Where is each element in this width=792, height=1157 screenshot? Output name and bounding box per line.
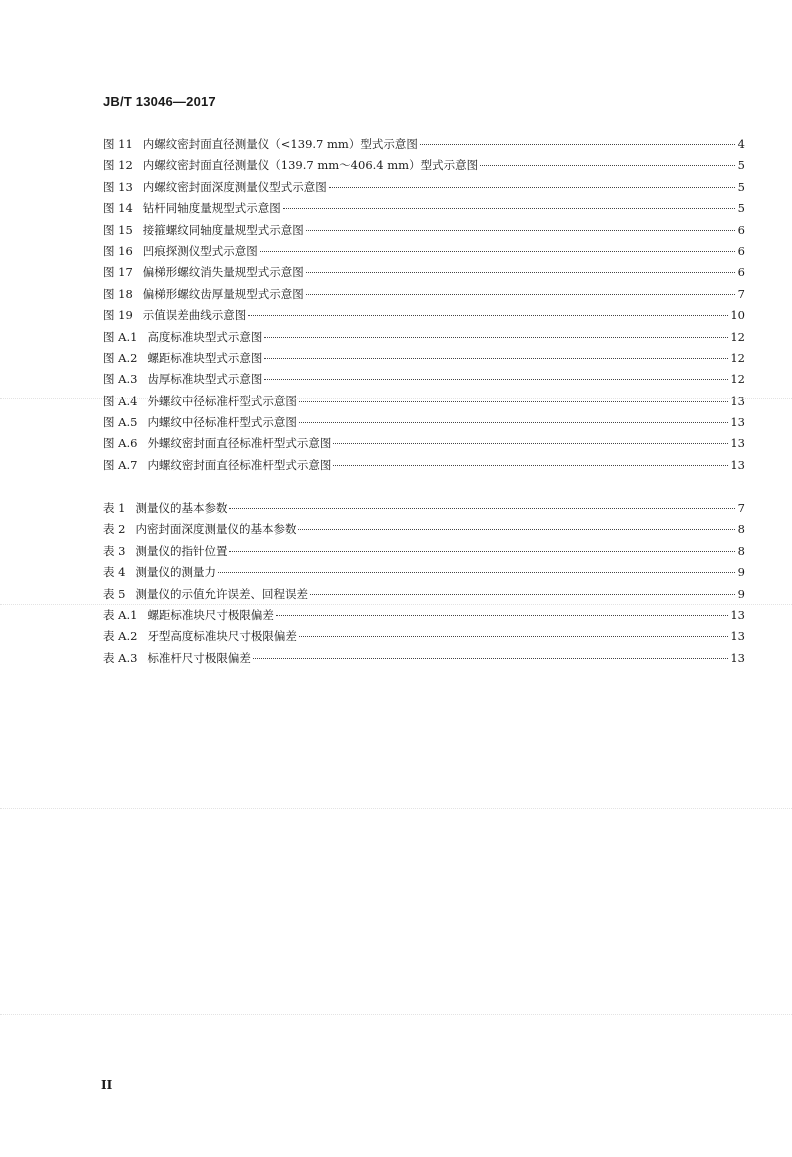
toc-entry[interactable] [103, 414, 745, 435]
dot-leader [283, 208, 735, 209]
dot-leader [306, 272, 735, 273]
scan-artifact [0, 1014, 792, 1016]
scan-artifact [0, 604, 792, 606]
entry-label: 图 17 [103, 265, 133, 280]
entry-label: 图 A.3 [103, 372, 138, 387]
entry-title: 接箍螺纹同轴度量规型式示意图 [142, 222, 304, 237]
entry-title: 偏梯形螺纹消失量规型式示意图 [142, 265, 304, 280]
entry-title: 外螺纹密封面直径标准杆型式示意图 [147, 436, 332, 451]
entry-label: 图 12 [103, 158, 133, 173]
entry-title: 钻杆同轴度量规型式示意图 [142, 201, 281, 216]
entry-page: 12 [730, 372, 745, 387]
toc-entry[interactable] [103, 543, 745, 564]
entry-label: 图 A.5 [103, 415, 138, 430]
entry-page: 6 [737, 243, 745, 258]
dot-leader [333, 465, 728, 466]
dot-leader [264, 337, 728, 338]
entry-title: 凹痕探测仪型式示意图 [142, 243, 258, 258]
dot-leader [299, 636, 728, 637]
entry-label: 表 4 [103, 565, 126, 580]
entry-label: 表 1 [103, 501, 126, 515]
dot-leader [229, 508, 735, 509]
toc-entry[interactable] [103, 628, 745, 649]
entry-label: 表 A.3 [103, 650, 138, 665]
page-number: II [101, 1078, 113, 1092]
entry-page: 12 [730, 329, 745, 344]
entry-page: 8 [737, 522, 745, 537]
entry-title: 高度标准块型式示意图 [147, 329, 263, 344]
dot-leader [298, 529, 735, 530]
standard-code-header: JB/T 13046—2017 [103, 94, 216, 109]
entry-title: 标准杆尺寸极限偏差 [147, 650, 251, 665]
table-list [103, 500, 745, 671]
entry-page: 6 [737, 265, 745, 280]
toc-entry[interactable] [103, 264, 745, 285]
entry-title: 螺距标准块型式示意图 [147, 350, 263, 365]
entry-label: 图 16 [103, 243, 133, 258]
entry-title: 内螺纹密封面直径标准杆型式示意图 [147, 457, 332, 472]
toc-entry[interactable] [103, 500, 745, 521]
toc-entry[interactable] [103, 521, 745, 542]
dot-leader [218, 572, 735, 573]
scan-artifact [0, 398, 792, 400]
entry-page: 13 [730, 629, 745, 644]
entry-title: 齿厚标准块型式示意图 [147, 372, 263, 387]
entry-page: 12 [730, 350, 745, 365]
toc-entry[interactable] [103, 350, 745, 371]
entry-label: 图 A.7 [103, 457, 138, 472]
entry-page: 13 [730, 650, 745, 665]
entry-page: 10 [730, 308, 745, 323]
toc-entry[interactable] [103, 222, 745, 243]
figure-list [103, 136, 745, 478]
toc-entry[interactable] [103, 307, 745, 328]
entry-page: 13 [730, 607, 745, 622]
entry-page: 7 [737, 286, 745, 301]
toc-entry[interactable] [103, 457, 745, 478]
entry-page: 5 [737, 201, 745, 216]
entry-label: 图 11 [103, 137, 133, 151]
entry-page: 5 [737, 158, 745, 173]
dot-leader [306, 230, 735, 231]
toc-entry[interactable] [103, 329, 745, 350]
toc-entry[interactable] [103, 435, 745, 456]
toc-entry[interactable] [103, 179, 745, 200]
entry-page: 9 [737, 586, 745, 601]
entry-title: 测量仪的基本参数 [135, 501, 228, 515]
entry-page: 7 [737, 501, 745, 515]
toc-entry[interactable] [103, 136, 745, 157]
entry-page: 13 [730, 393, 745, 408]
toc-entry[interactable] [103, 564, 745, 585]
toc-entry[interactable] [103, 157, 745, 178]
entry-title: 测量仪的测量力 [135, 565, 216, 580]
dot-leader [248, 315, 728, 316]
dot-leader [306, 294, 735, 295]
entry-title: 测量仪的示值允许误差、回程误差 [135, 586, 308, 601]
toc-entry[interactable] [103, 607, 745, 628]
dot-leader [299, 422, 728, 423]
dot-leader [264, 379, 728, 380]
entry-title: 螺距标准块尺寸极限偏差 [147, 607, 274, 622]
entry-page: 9 [737, 565, 745, 580]
dot-leader [299, 401, 728, 402]
scan-artifact [0, 808, 792, 810]
dot-leader [260, 251, 735, 252]
entry-title: 内螺纹密封面直径测量仪（139.7 mm～406.4 mm）型式示意图 [142, 158, 479, 173]
entry-page: 8 [737, 543, 745, 558]
dot-leader [276, 615, 728, 616]
entry-label: 图 14 [103, 201, 133, 216]
entry-label: 表 A.1 [103, 607, 138, 622]
entry-label: 图 A.1 [103, 329, 138, 344]
dot-leader [333, 443, 728, 444]
dot-leader [329, 187, 735, 188]
entry-page: 5 [737, 179, 745, 194]
entry-label: 图 13 [103, 179, 133, 194]
entry-title: 测量仪的指针位置 [135, 543, 228, 558]
dot-leader [229, 551, 735, 552]
entry-title: 外螺纹中径标准杆型式示意图 [147, 393, 297, 408]
entry-page: 4 [737, 137, 745, 151]
entry-page: 13 [730, 436, 745, 451]
toc-entry[interactable] [103, 200, 745, 221]
toc-entry[interactable] [103, 650, 745, 671]
entry-label: 图 A.6 [103, 436, 138, 451]
entry-page: 13 [730, 415, 745, 430]
entry-title: 内螺纹密封面直径测量仪（<139.7 mm）型式示意图 [142, 137, 418, 151]
entry-label: 图 A.2 [103, 350, 138, 365]
entry-label: 表 2 [103, 522, 126, 537]
entry-page: 13 [730, 457, 745, 472]
entry-title: 内螺纹中径标准杆型式示意图 [147, 415, 297, 430]
entry-title: 内密封面深度测量仪的基本参数 [135, 522, 297, 537]
entry-title: 内螺纹密封面深度测量仪型式示意图 [142, 179, 327, 194]
dot-leader [310, 594, 735, 595]
toc-entry[interactable] [103, 243, 745, 264]
dot-leader [253, 658, 728, 659]
entry-title: 牙型高度标准块尺寸极限偏差 [147, 629, 297, 644]
toc-entry[interactable] [103, 286, 745, 307]
entry-label: 图 19 [103, 308, 133, 323]
entry-label: 表 3 [103, 543, 126, 558]
entry-label: 图 15 [103, 222, 133, 237]
entry-label: 图 18 [103, 286, 133, 301]
toc-entry[interactable] [103, 371, 745, 392]
entry-label: 表 5 [103, 586, 126, 601]
entry-label: 图 A.4 [103, 393, 138, 408]
dot-leader [264, 358, 728, 359]
entry-title: 示值误差曲线示意图 [142, 308, 247, 323]
entry-title: 偏梯形螺纹齿厚量规型式示意图 [142, 286, 304, 301]
entry-label: 表 A.2 [103, 629, 138, 644]
dot-leader [480, 165, 735, 166]
entry-page: 6 [737, 222, 745, 237]
dot-leader [420, 144, 735, 145]
toc-entry[interactable] [103, 393, 745, 414]
